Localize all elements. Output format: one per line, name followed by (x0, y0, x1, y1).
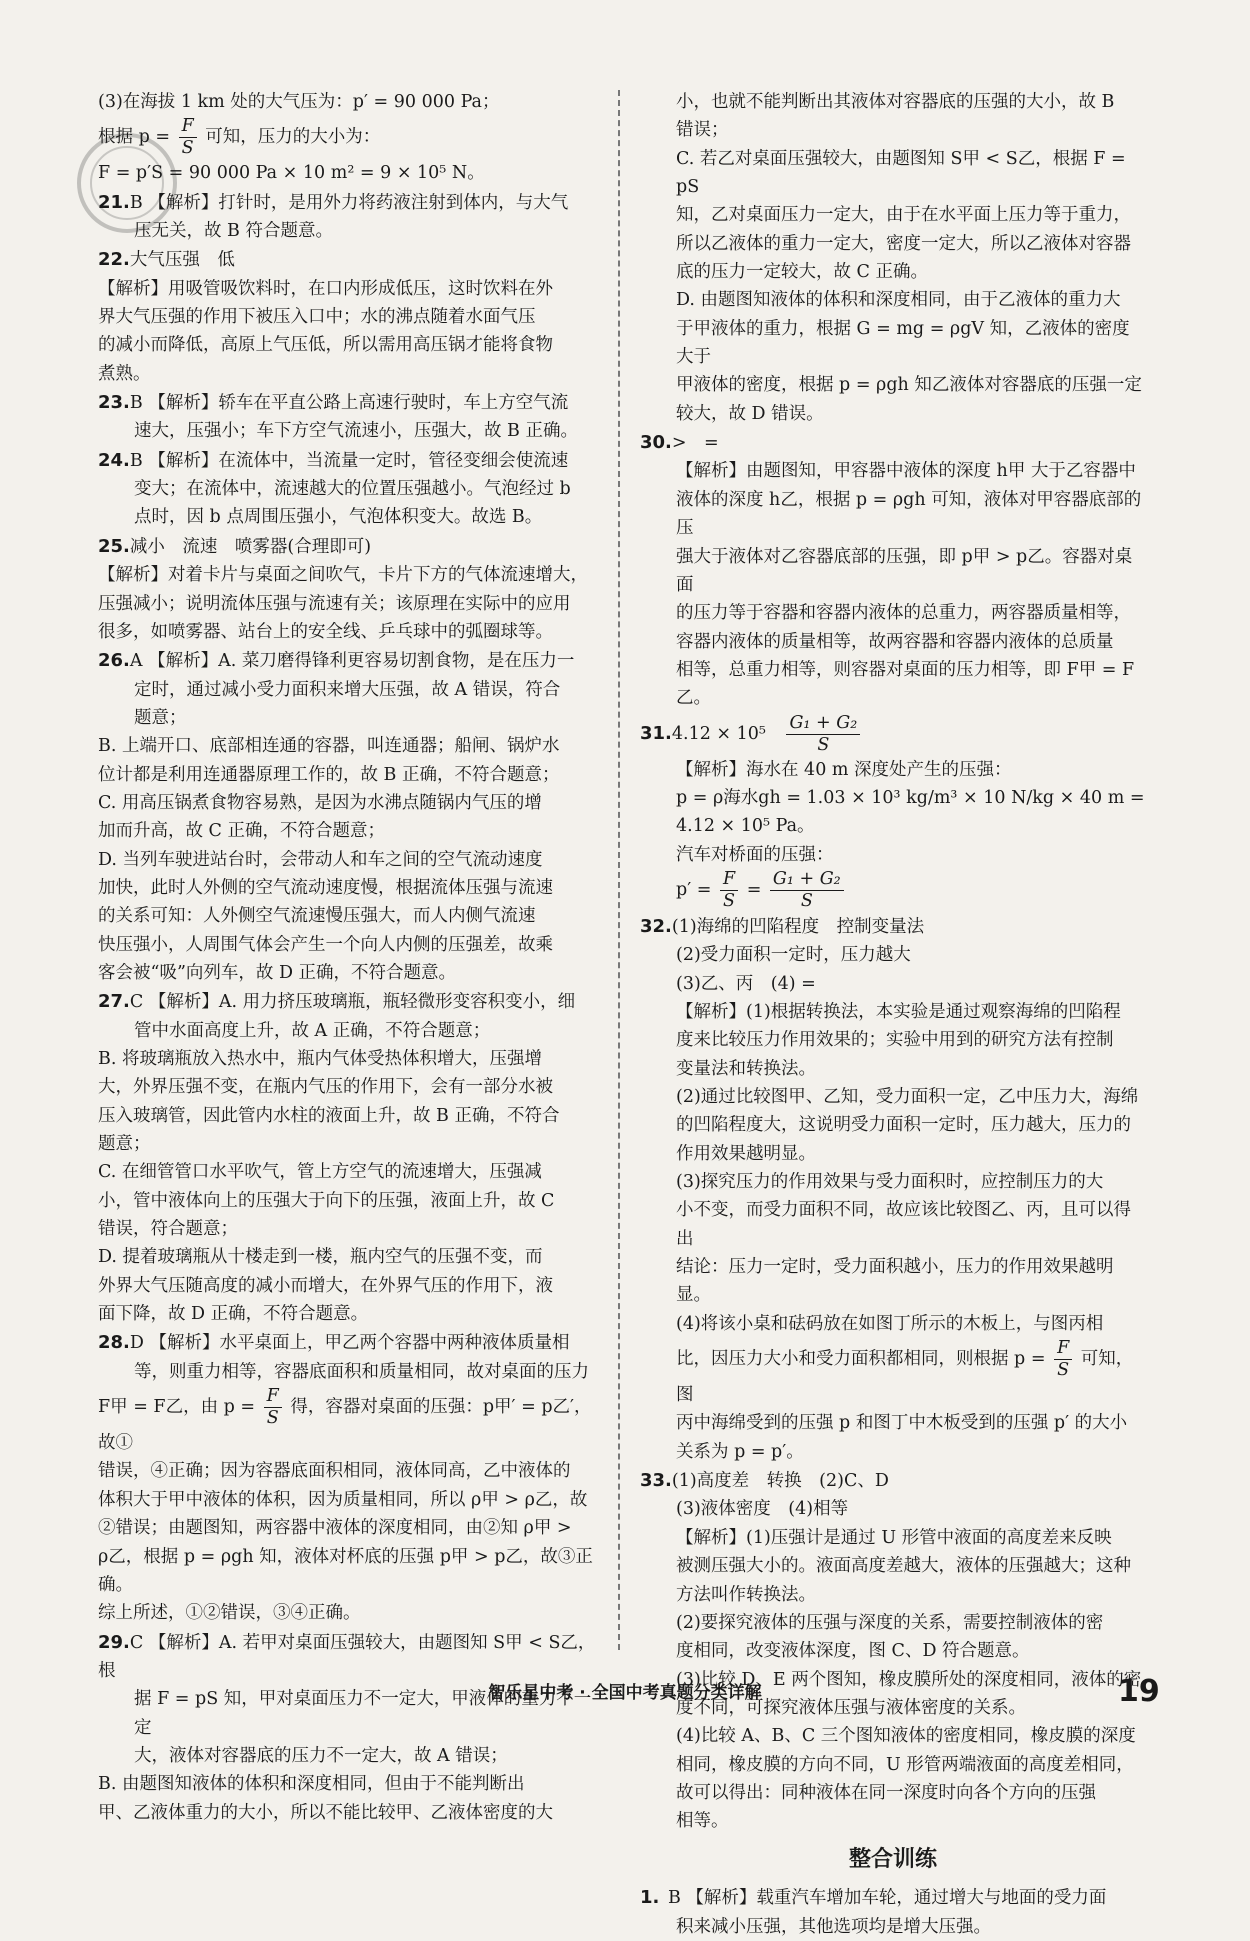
question-number: 33. (640, 1470, 672, 1492)
fraction-denominator: S (800, 890, 813, 911)
formula-text: F甲 = F乙，由 p = (98, 1397, 261, 1418)
formula-text: 比，因压力大小和受力面积都相同，则根据 p = (676, 1349, 1052, 1370)
fraction (770, 869, 844, 912)
line-text: 快压强小，人周围气体会产生一个向人内侧的压强差，故乘 (98, 934, 553, 955)
line-text: 定时，通过减小受力面积来增大压强，故 A 错误，符合 (134, 679, 561, 700)
text-line (98, 846, 598, 874)
text-line (640, 656, 1146, 713)
text-line (640, 1581, 1146, 1609)
question-number: 25. (98, 535, 130, 557)
text-line (640, 1913, 1146, 1941)
question-line (640, 428, 1146, 457)
text-line (98, 676, 598, 704)
question-number: 29. (98, 1631, 130, 1653)
line-text: C 【解析】A. 若甲对桌面压强较大，由题图知 S甲 < S乙，根 (98, 1632, 596, 1681)
text-line (98, 1300, 598, 1328)
line-text: 液体的深度 h乙，根据 p = ρgh 可知，液体对甲容器底部的压 (676, 489, 1142, 539)
line-text: 小，也就不能判断出其液体对容器底的压强的大小，故 B (676, 92, 1115, 112)
text-line (98, 1158, 598, 1186)
text-line (640, 1751, 1146, 1779)
fraction (264, 1386, 282, 1429)
text-line (98, 1799, 598, 1827)
line-text: 减小 流速 喷雾器(合理即可) (129, 536, 372, 557)
text-line (98, 116, 598, 159)
text-line (640, 1140, 1146, 1168)
text-line (640, 1310, 1146, 1338)
text-line (640, 1196, 1146, 1253)
text-line (98, 417, 598, 445)
fraction-numerator: G₁ + G₂ (770, 869, 844, 891)
line-text: F = p′S = 90 000 Pa × 10 m² = 9 × 10⁵ N。 (98, 163, 485, 184)
line-text: 【解析】(1)根据转换法，本实验是通过观察海绵的凹陷程 (676, 1001, 1121, 1022)
text-line (98, 1599, 598, 1627)
line-text: 相等。 (676, 1811, 729, 1832)
text-line (98, 88, 598, 116)
fraction-denominator: S (1057, 1360, 1070, 1381)
line-text: 等，则重力相等，容器底面积和质量相同，故对桌面的压力 (134, 1361, 589, 1382)
footer-title: 智乐星中考 · 全国中考真题分类详解 (488, 1683, 762, 1703)
line-text: ②错误；由题图知，两容器中液体的深度相同，由②知 ρ甲 > (98, 1518, 572, 1539)
question-line (98, 446, 598, 475)
line-text: 综上所述，①②错误，③④正确。 (98, 1603, 361, 1624)
line-text: 小不变，而受力面积不同，故应该比较图乙、丙，且可以得出 (676, 1200, 1131, 1249)
question-number: 23. (98, 392, 130, 414)
text-line (98, 761, 598, 789)
line-text: 【解析】(1)压强计是通过 U 形管中液面的高度差来反映 (676, 1527, 1112, 1548)
text-line (640, 628, 1146, 656)
text-line (98, 1457, 598, 1485)
line-text: 的凹陷程度大，这说明受力面积一定时，压力越大，压力的 (676, 1115, 1131, 1136)
text-line (640, 258, 1146, 286)
text-line (98, 1073, 598, 1101)
line-text: 甲、乙液体重力的大小，所以不能比较甲、乙液体密度的大 (98, 1802, 553, 1823)
fraction-denominator: S (181, 138, 194, 159)
fraction-numerator: F (1054, 1338, 1072, 1360)
text-line (98, 590, 598, 618)
line-text: 题意； (98, 1134, 151, 1155)
text-line (98, 360, 598, 388)
text-line (640, 784, 1146, 841)
text-line (640, 486, 1146, 543)
text-line (640, 201, 1146, 229)
question-number: 22. (98, 249, 130, 271)
line-text: 度来比较压力作用效果的；实验中用到的研究方法有控制 (676, 1030, 1114, 1051)
text-line (640, 1779, 1146, 1807)
formula-text: 可知，图 (676, 1349, 1134, 1406)
line-text: B 【解析】在流体中，当流量一定时，管径变细会使流速 (129, 450, 569, 471)
line-text: (3)乙、丙 (4) = (676, 973, 816, 994)
line-text: 【解析】由题图知，甲容器中液体的深度 h甲 大于乙容器中 (676, 461, 1136, 482)
question-line (98, 646, 598, 675)
question-number: 24. (98, 449, 130, 471)
text-line (640, 756, 1146, 784)
question-line (98, 188, 598, 217)
line-text: 大，外界压强不变，在瓶内气压的作用下，会有一部分水被 (98, 1077, 553, 1098)
text-line (640, 841, 1146, 869)
text-line (640, 869, 1146, 912)
line-text: 题意； (134, 707, 187, 728)
line-text: 的压力等于容器和容器内液体的总重力，两容器质量相等， (676, 603, 1131, 624)
text-line (98, 1243, 598, 1271)
line-text: 管中水面高度上升，故 A 正确，不符合题意； (134, 1020, 491, 1041)
line-text: 容器内液体的质量相等，故两容器和容器内液体的总质量 (676, 631, 1114, 652)
text-line (98, 331, 598, 359)
text-line (640, 998, 1146, 1026)
question-line (98, 532, 598, 561)
text-line (640, 1552, 1146, 1580)
text-line (98, 1486, 598, 1514)
text-line (98, 1272, 598, 1300)
text-line (98, 1358, 598, 1386)
line-text: (2)要探究液体的压强与深度的关系，需要控制液体的密 (676, 1612, 1104, 1633)
formula-text: p′ = (676, 879, 717, 900)
text-line (640, 970, 1146, 998)
fraction (1054, 1338, 1072, 1381)
text-line (640, 1637, 1146, 1665)
text-line (98, 275, 598, 303)
text-line (640, 1409, 1146, 1437)
line-text: 煮熟。 (98, 363, 151, 384)
line-text: B 【解析】打针时，是用外力将药液注射到体内，与大气 (129, 192, 569, 213)
line-text: 错误； (676, 120, 729, 141)
text-line (640, 1609, 1146, 1637)
text-line (98, 1215, 598, 1243)
fraction (179, 116, 197, 159)
line-text: 体积大于甲中液体的体积，因为质量相同，所以 ρ甲 > ρ乙，故 (98, 1489, 588, 1510)
fraction (786, 713, 860, 756)
question-number: 30. (640, 432, 672, 454)
line-text: 的减小而降低，高原上气压低，所以需用高压锅才能将食物 (98, 335, 553, 356)
text-line (98, 475, 598, 503)
line-text: (2)通过比较图甲、乙知，受力面积一定，乙中压力大，海绵 (676, 1087, 1139, 1107)
line-text: (1)海绵的凹陷程度 控制变量法 (671, 916, 925, 937)
text-line (640, 1253, 1146, 1310)
right-column (640, 88, 1146, 1941)
line-text: B. 由题图知液体的体积和深度相同，但由于不能判断出 (98, 1774, 525, 1795)
question-number: 21. (98, 191, 130, 213)
line-text: 【解析】对着卡片与桌面之间吹气，卡片下方的气体流速增大， (98, 565, 588, 586)
line-text: B 【解析】轿车在平直公路上高速行驶时，车上方空气流 (129, 393, 569, 414)
line-text: > = (671, 433, 719, 454)
line-text: 错误，符合题意； (98, 1219, 238, 1240)
text-line (640, 599, 1146, 627)
line-text: (4)比较 A、B、C 三个图知液体的密度相同，橡皮膜的深度 (676, 1726, 1136, 1747)
line-text: 故可以得出：同种液体在同一深度时向各个方向的压强 (676, 1782, 1096, 1803)
line-text: 较大，故 D 错误。 (676, 403, 824, 424)
line-text: (4)将该小桌和砝码放在如图丁所示的木板上，与图丙相 (676, 1313, 1104, 1334)
text-line (98, 704, 598, 732)
text-line (640, 230, 1146, 258)
text-line (98, 1742, 598, 1770)
text-line (98, 217, 598, 245)
text-line (98, 618, 598, 646)
line-text: 【解析】海水在 40 m 深度处产生的压强： (676, 759, 1012, 780)
question-number: 32. (640, 915, 672, 937)
line-text: 强大于液体对乙容器底部的压强，即 p甲 > p乙。容器对桌面 (676, 546, 1133, 595)
line-text: (1)高度差 转换 (2)C、D (671, 1471, 889, 1492)
text-line (640, 315, 1146, 372)
line-text: 度不同，可探究液体压强与液体密度的关系。 (676, 1697, 1026, 1718)
line-text: 外界大气压随高度的减小而增大，在外界气压的作用下，液 (98, 1275, 553, 1296)
question-number: 1. (640, 1887, 660, 1909)
line-text: 度相同，改变液体深度，图 C、D 符合题意。 (676, 1641, 1030, 1662)
text-line (98, 1386, 598, 1457)
text-line (98, 503, 598, 531)
question-line (640, 1883, 1146, 1912)
line-text: 结论：压力一定时，受力面积越小，压力的作用效果越明显。 (676, 1257, 1114, 1306)
line-text: 加而升高，故 C 正确，不符合题意； (98, 821, 386, 842)
question-line (98, 245, 598, 274)
line-text: 加快，此时人外侧的空气流动速度慢，根据流体压强与流速 (98, 877, 553, 898)
text-line (640, 88, 1146, 116)
line-text: (3)探究压力的作用效果与受力面积时，应控制压力的大 (676, 1172, 1104, 1193)
line-text: 的关系可知：人外侧空气流速慢压强大，而人内侧气流速 (98, 906, 536, 927)
line-text: 压入玻璃管，因此管内水柱的液面上升，故 B 正确，不符合 (98, 1105, 560, 1126)
line-text: D. 由题图知液体的体积和深度相同，由于乙液体的重力大 (676, 290, 1121, 311)
text-line (640, 1168, 1146, 1196)
line-text: 压无关，故 B 符合题意。 (134, 221, 333, 242)
text-line (98, 732, 598, 760)
text-line (98, 959, 598, 987)
text-line (98, 159, 598, 187)
line-text: 错误，④正确；因为容器底面积相同，液体同高，乙中液体的 (98, 1461, 571, 1482)
text-line (640, 543, 1146, 600)
fraction (720, 869, 738, 912)
line-text: 知，乙对桌面压力一定大，由于在水平面上压力等于重力， (676, 205, 1131, 226)
column-divider (618, 90, 620, 1650)
text-line (640, 941, 1146, 969)
line-text: C 【解析】A. 用力挤压玻璃瓶，瓶轻微形变容积变小，细 (129, 992, 576, 1013)
left-column (98, 88, 598, 1827)
fraction-numerator: G₁ + G₂ (786, 713, 860, 735)
text-line (98, 1130, 598, 1158)
formula-text: 4.12 × 10⁵ (671, 723, 784, 744)
question-line (640, 713, 1146, 756)
line-text: D 【解析】水平桌面上，甲乙两个容器中两种液体质量相 (129, 1333, 570, 1354)
text-line (98, 1770, 598, 1798)
line-text: 大气压强 低 (129, 250, 235, 271)
line-text: 界大气压强的作用下被压入口中；水的沸点随着水面气压 (98, 307, 536, 328)
line-text: 丙中海绵受到的压强 p 和图丁中木板受到的压强 p′ 的大小 (676, 1413, 1128, 1434)
line-text: B. 上端开口、底部相连通的容器，叫连通器；船闸、锅炉水 (98, 736, 560, 757)
question-number: 26. (98, 650, 130, 672)
question-line (98, 987, 598, 1016)
text-line (640, 1026, 1146, 1054)
line-text: p = ρ海水gh = 1.03 × 10³ kg/m³ × 10 N/kg × 40 m = 4.12 × 10⁵ Pa。 (676, 787, 1145, 837)
line-text: 变量法和转换法。 (676, 1058, 816, 1079)
line-text: B. 将玻璃瓶放入热水中，瓶内气体受热体积增大，压强增 (98, 1049, 542, 1069)
line-text: 很多，如喷雾器、站台上的安全线、乒乓球中的弧圈球等。 (98, 621, 553, 642)
line-text: 压强减小；说明流体压强与流速有关；该原理在实际中的应用 (98, 593, 571, 614)
question-line (640, 1466, 1146, 1495)
question-line (98, 388, 598, 417)
text-line (640, 1083, 1146, 1111)
line-text: 【解析】用吸管吸饮料时，在口内形成低压，这时饮料在外 (98, 278, 553, 299)
line-text: 相同，橡皮膜的方向不同，U 形管两端液面的高度差相同， (676, 1754, 1134, 1775)
line-text: (2)受力面积一定时，压力越大 (676, 945, 911, 966)
text-line (640, 1495, 1146, 1523)
line-text: D. 当列车驶进站台时，会带动人和车之间的空气流动速度 (98, 849, 543, 870)
text-line (98, 303, 598, 331)
text-line (640, 1722, 1146, 1750)
line-text: C. 在细管管口水平吹气，管上方空气的流速增大，压强减 (98, 1162, 542, 1183)
formula-text: 得，容器对桌面的压强：p甲′ = p乙′，故① (98, 1397, 592, 1454)
line-text: 关系为 p = p′。 (676, 1441, 804, 1462)
line-text: 大，液体对容器底的压力不一定大，故 A 错误； (134, 1745, 508, 1766)
question-line (640, 912, 1146, 941)
text-line (98, 874, 598, 902)
text-line (98, 1017, 598, 1045)
text-line (640, 1055, 1146, 1083)
text-line (640, 1438, 1146, 1466)
line-text: 据 F = pS 知，甲对桌面压力不一定大，甲液体的重力不一定 (134, 1689, 592, 1738)
text-line (98, 1102, 598, 1130)
text-line (98, 1543, 598, 1600)
line-text: 小，管中液体向上的压强大于向下的压强，液面上升，故 C (98, 1190, 555, 1211)
text-line (640, 457, 1146, 485)
fraction-numerator: F (179, 116, 197, 138)
text-line (640, 286, 1146, 314)
line-text: 底的压力一定较大，故 C 正确。 (676, 262, 929, 283)
line-text: 作用效果越明显。 (676, 1143, 816, 1164)
fraction-denominator: S (723, 890, 736, 911)
line-text: (3)液体密度 (4)相等 (676, 1499, 849, 1520)
line-text: 积来减小压强，其他选项均是增大压强。 (676, 1916, 991, 1937)
line-text: 方法叫作转换法。 (676, 1584, 816, 1605)
text-line (98, 1045, 598, 1073)
line-text: 相等，总重力相等，则容器对桌面的压力相等，即 F甲 = F乙。 (676, 659, 1135, 709)
section-heading: 整合训练 (848, 1846, 937, 1872)
question-number: 27. (98, 991, 130, 1013)
line-text: (3)在海拔 1 km 处的大气压为：p′ = 90 000 Pa； (98, 92, 500, 112)
line-text: B 【解析】载重汽车增加车轮，通过增大与地面的受力面 (668, 1888, 1107, 1909)
line-text: (3)比较 D、E 两个图知，橡皮膜所处的深度相同，液体的密 (676, 1669, 1142, 1690)
line-text: A 【解析】A. 菜刀磨得锋利更容易切割食物，是在压力一 (129, 651, 575, 672)
text-line (640, 116, 1146, 144)
question-line (98, 1628, 598, 1686)
line-text: 所以乙液体的重力一定大，密度一定大，所以乙液体对容器 (676, 233, 1131, 254)
question-number: 28. (98, 1332, 130, 1354)
text-line (640, 371, 1146, 399)
formula-text: 可知，压力的大小为： (199, 127, 381, 148)
fraction-denominator: S (817, 734, 830, 755)
line-text: 变大；在流体中，流速越大的位置压强越小。气泡经过 b (134, 479, 571, 500)
line-text: 客会被“吸”向列车，故 D 正确，不符合题意。 (98, 962, 457, 983)
page-number: 19 (1118, 1674, 1160, 1709)
fraction-denominator: S (266, 1408, 279, 1429)
text-line (640, 1807, 1146, 1835)
text-line (98, 817, 598, 845)
question-line (98, 1328, 598, 1357)
line-text: C. 若乙对桌面压强较大，由题图知 S甲 < S乙，根据 F = pS (676, 148, 1126, 198)
question-number: 31. (640, 722, 672, 744)
formula-text: = (741, 879, 767, 900)
text-line (640, 400, 1146, 428)
text-line (640, 1524, 1146, 1552)
line-text: 被测压强大小的。液面高度差越大，液体的压强越大；这种 (676, 1556, 1131, 1577)
line-text: 速大，压强小；车下方空气流速小，压强大，故 B 正确。 (134, 421, 578, 442)
text-line (640, 1338, 1146, 1409)
line-text: ρ乙，根据 p = ρgh 知，液体对杯底的压强 p甲 > p乙，故③正确。 (98, 1546, 593, 1595)
text-line (640, 145, 1146, 202)
line-text: 甲液体的密度，根据 p = ρgh 知乙液体对容器底的压强一定 (676, 375, 1142, 396)
text-line (98, 931, 598, 959)
text-line (98, 561, 598, 589)
line-text: 于甲液体的重力，根据 G = mg = ρgV 知，乙液体的密度大于 (676, 318, 1130, 368)
text-line (98, 789, 598, 817)
line-text: C. 用高压锅煮食物容易熟，是因为水沸点随锅内气压的增 (98, 792, 542, 813)
text-line (98, 1514, 598, 1542)
line-text: 位计都是利用连通器原理工作的，故 B 正确，不符合题意； (98, 764, 560, 785)
line-text: 点时，因 b 点周围压强小，气泡体积变大。故选 B。 (134, 507, 543, 528)
text-line (98, 1187, 598, 1215)
fraction-numerator: F (720, 869, 738, 891)
fraction-numerator: F (264, 1386, 282, 1408)
line-text: 面下降，故 D 正确，不符合题意。 (98, 1304, 369, 1325)
formula-text: 根据 p = (98, 127, 176, 148)
text-line (98, 902, 598, 930)
text-line (640, 1111, 1146, 1139)
line-text: 汽车对桥面的压强： (676, 844, 834, 865)
line-text: D. 提着玻璃瓶从十楼走到一楼，瓶内空气的压强不变，而 (98, 1247, 543, 1268)
